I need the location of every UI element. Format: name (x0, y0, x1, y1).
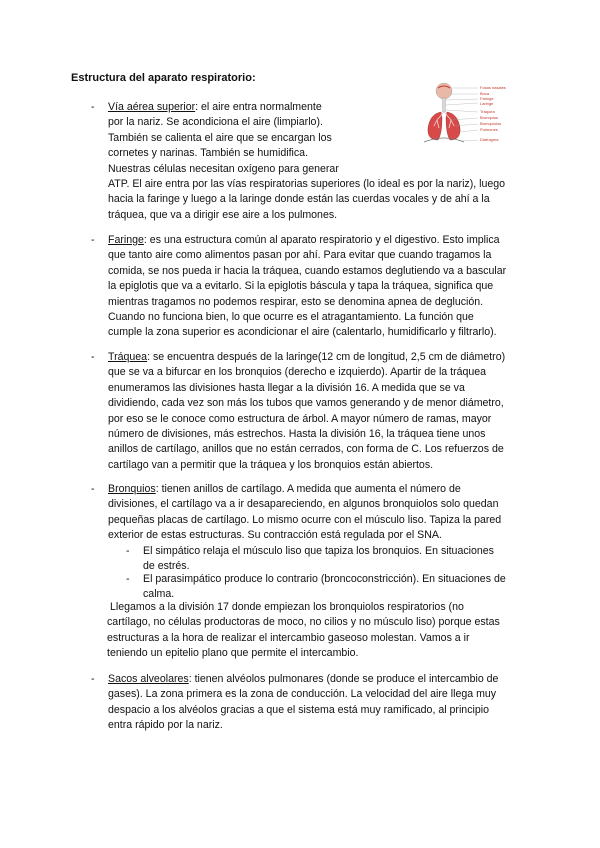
diagram-label: Laringe (480, 101, 494, 106)
section-text: : tienen alvéolos pulmonares (donde se produce el intercambio de (188, 673, 499, 685)
diagram-label: Pulmones (480, 127, 498, 132)
text-line: anillos de cartílago, anillos que no están cerrados, con forma de C. Los refuerzos de (108, 443, 504, 456)
section-text: : es una estructura común al aparato respiratorio y el digestivo. Esto implica (143, 234, 500, 246)
bullet-dash: - (91, 673, 95, 685)
text-line: teniendo un epitelio plano que permite el intercambio. (107, 647, 359, 660)
term-traquea: Tráquea (108, 351, 148, 363)
text-line: También se calienta el aire que se encargan los (108, 131, 332, 144)
diagram-label: Tráquea (480, 109, 495, 114)
text-line: mientras tragamos no podemos respirar, esto se denomina apnea de deglución. (108, 295, 484, 308)
document-title: Estructura del aparato respiratorio: (71, 72, 256, 84)
diagram-label: Bronquios (480, 115, 499, 120)
text-line: que se va a bifurcar en los bronquios (derecho e izquierdo). Apartir de la tráquea (108, 366, 487, 379)
text-line: calma. (143, 588, 175, 601)
text-line: divisiones, el cartílago va a ir desapareciendo, en algunos bronquiolos solo quedan (108, 498, 499, 511)
text-line: enumeramos las divisiones hasta llegar a la división 16. A medida que se va (108, 381, 465, 394)
term-via-aerea-superior: Vía aérea superior (108, 101, 196, 113)
text-line: ATP. El aire entra por las vías respiratorias superiores (lo ideal es por la nariz), luego (108, 178, 506, 191)
text-line: pequeñas placas de cartílago. Lo mismo ocurre con el músculo liso. Tapiza la pared (108, 513, 502, 526)
bullet-dash: - (91, 483, 95, 495)
text-line: tráquea, que va a dirigir ese aire a los pulmones. (108, 208, 338, 221)
text-line: cartílago, no células productoras de moco, no cilios y no músculo liso) porque estas (107, 616, 500, 629)
text-line: por eso se le conoce como estructura de árbol. A mayor número de ramas, mayor (108, 412, 492, 425)
diagram-label: Fosas nasales (480, 85, 506, 90)
section-text: : tienen anillos de cartílago. A medida que aumenta el número de (155, 483, 461, 495)
diagram-label: Faringe (480, 96, 494, 101)
text-line: de estrés. (143, 560, 190, 573)
text-line: entra rápido por la nariz. (108, 719, 223, 732)
text-line: Llegamos a la división 17 donde empiezan los bronquiolos respiratorios (no (107, 601, 464, 613)
text-line: dividiendo, cada vez son más los tubos que vamos generando y de menor diámetro, (108, 397, 504, 410)
text-line: que tanto aire como alimentos pasan por ahí. Para evitar que cuando tragamos la (108, 249, 492, 262)
text-line: estructuras a la hora de realizar el intercambio gaseoso molestan. Vamos a ir (107, 631, 470, 644)
text-line: cornetes y narinas. También se humidifica. (108, 147, 309, 160)
text-line: comida, se nos pueda ir hacia la tráquea, cuando estamos deglutiendo va a bascular (108, 264, 507, 277)
section-text: : se encuentra después de la laringe(12 cm de longitud, 2,5 cm de diámetro) (147, 351, 506, 363)
text-line: El simpático relaja el músculo liso que tapiza los bronquios. En situaciones (143, 545, 494, 557)
section-text: : el aire entra normalmente (195, 101, 322, 113)
text-line: cartílago van a permitir que la tráquea y los bronquios están abiertos. (108, 458, 434, 471)
text-line: Cuando no funciona bien, lo que ocurre es el atragantamiento. La función que (108, 311, 474, 324)
text-line: número de divisiones, más estrechos. Hasta la división 16, la tráquea tiene unos (108, 428, 486, 441)
text-line: hacia la faringe y luego a la laringe donde están las cuerdas vocales y de ahí a la (108, 193, 490, 206)
text-line: despacio a los alvéolos gracias a que el sistema está muy ramificado, al principio (108, 703, 489, 716)
text-line: cumple la zona superior es acondicionar el aire (calentarlo, humidificarlo y filtrarlo). (108, 326, 497, 339)
diagram-label: Boca (480, 91, 490, 96)
bullet-dash: - (126, 545, 130, 557)
term-bronquios: Bronquios (108, 483, 156, 495)
bullet-dash: - (91, 101, 95, 113)
text-line: por la nariz. Se acondiciona el aire (limpiarlo). (108, 116, 323, 129)
bullet-dash: - (126, 573, 130, 585)
term-sacos-alveolares: Sacos alveolares (108, 673, 189, 685)
text-line: gases). La zona primera es la zona de conducción. La velocidad del aire llega muy (108, 688, 497, 701)
bronquios-continuation (107, 600, 532, 662)
diagram-label: Bronquiolos (480, 121, 502, 126)
term-faringe: Faringe (108, 234, 144, 246)
bullet-dash: - (91, 351, 95, 363)
diagram-label: Diafragma (480, 137, 499, 142)
text-line: exterior de estas estructuras. Su contracción está regulada por el SNA. (108, 529, 442, 542)
text-line: El parasimpático produce lo contrario (broncoconstricción). En situaciones de (143, 573, 506, 585)
text-line: la epiglotis que va a evitarlo. Si la epiglotis báscula y tapa la tráquea, significa que (108, 280, 494, 293)
text-line: Nuestras células necesitan oxígeno para generar (108, 162, 339, 175)
bullet-dash: - (91, 234, 95, 246)
